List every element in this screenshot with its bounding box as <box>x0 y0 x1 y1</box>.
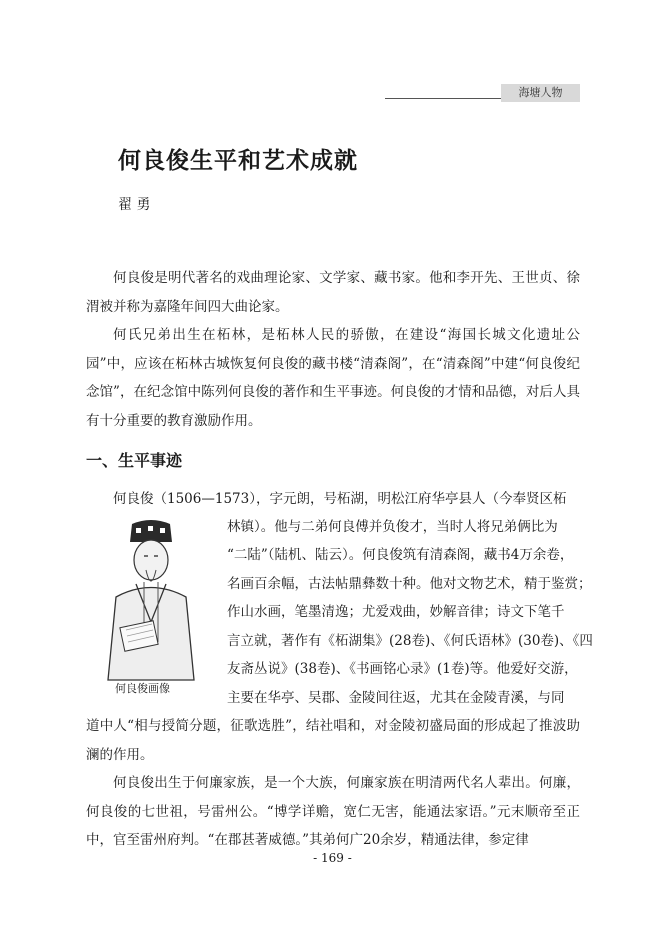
section1-first-line: 何良俊（1506—1573），字元朗，号柘湖，明松江府华亭县人（今奉贤区柘 <box>113 491 567 507</box>
wrapped-text-line: 言立就，著作有《柘湖集》(28卷)、《何氏语林》(30卷)、《四 <box>227 633 593 649</box>
wrapped-text-line: 主要在华亭、吴郡、金陵间往返，尤其在金陵青溪，与同 <box>227 690 565 706</box>
section1-paragraph-2: 何良俊出生于何廉家族，是一个大族，何廉家族在明清两代名人辈出。何廉，何良俊的七世祖，号雷州公。“博学详赡，宽仁无害，能通法家语。”元末顺帝至正中，官至雷州府判。“在郡甚著威德。”其弟何广20余岁，精通法律，参定律 <box>86 775 580 848</box>
section-heading: 一、生平事迹 <box>86 451 183 470</box>
wrapped-text-line: 友斋丛说》(38卷)、《书画铭心录》(1卷)等。他爱好交游， <box>227 661 578 677</box>
intro-paragraph-2: 何氏兄弟出生在柘林，是柘林人民的骄傲，在建设“海国长城文化遗址公园”中，应该在柘林古城恢复何良俊的藏书楼“清森阁”，在“清森阁”中建“何良俊纪念馆”，在纪念馆中陈列何良俊的著作和生平事迹。何良俊的才情和品德，对后人具有十分重要的教育激励作用。 <box>86 327 580 429</box>
portrait-caption: 何良俊画像 <box>115 682 170 695</box>
section1-tail-paragraph: 道中人“相与授简分题，征歌选胜”，结社唱和，对金陵初盛局面的形成起了推波助澜的作用。 <box>86 718 580 763</box>
wrapped-text-line: “二陆”（陆机、陆云）。何良俊筑有清森阁，藏书4万余卷， <box>227 547 574 563</box>
page-title: 何良俊生平和艺术成就 <box>118 147 358 174</box>
section-tag: 海塘人物 <box>501 84 580 102</box>
wrapped-text-line: 名画百余幅，古法帖鼎彝数十种。他对文物艺术，精于鉴赏； <box>227 576 592 592</box>
author-name: 翟 勇 <box>118 197 151 213</box>
portrait-image <box>86 512 216 697</box>
wrapped-text-line: 林镇）。他与二弟何良傅并负俊才，当时人将兄弟俩比为 <box>227 519 558 535</box>
intro-paragraph-1: 何良俊是明代著名的戏曲理论家、文学家、藏书家。他和李开先、王世贞、徐渭被并称为嘉隆年间四大曲论家。 <box>86 270 580 315</box>
page-number: - 169 - <box>313 851 352 865</box>
wrapped-text-line: 作山水画，笔墨清逸；尤爱戏曲，妙解音律；诗文下笔千 <box>227 604 565 620</box>
